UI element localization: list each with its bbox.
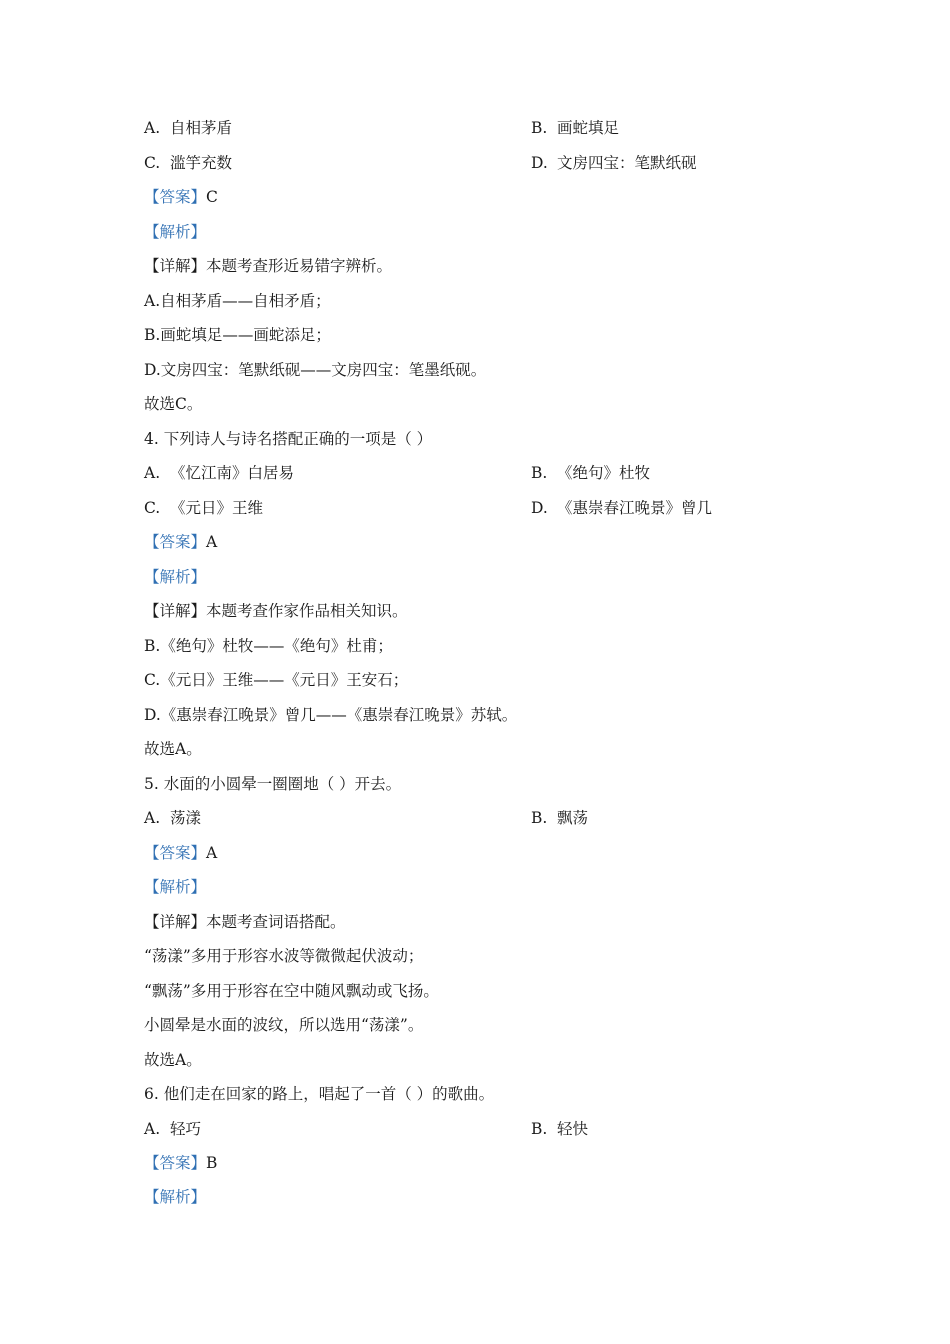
q3-detail-line-a: A.自相茅盾——自相矛盾； <box>144 292 331 310</box>
q6-question: 6. 他们走在回家的路上，唱起了一首（ ）的歌曲。 <box>144 1085 495 1103</box>
q4-option-a: A. 《忆江南》白居易 <box>144 464 295 482</box>
q3-option-c: C. 滥竽充数 <box>144 154 233 172</box>
q3-option-b: B. 画蛇填足 <box>531 119 620 137</box>
q4-question: 4. 下列诗人与诗名搭配正确的一项是（ ） <box>144 430 433 448</box>
q4-answer: 【答案】A <box>144 533 218 551</box>
q5-option-a: A. 荡漾 <box>144 809 202 827</box>
q4-detail-intro: 【详解】本题考查作家作品相关知识。 <box>144 602 408 620</box>
q5-answer: 【答案】A <box>144 844 218 862</box>
q6-analysis-heading: 【解析】 <box>144 1188 207 1206</box>
q4-detail-line-d: D.《惠崇春江晚景》曾几——《惠崇春江晚景》苏轼。 <box>144 706 518 724</box>
q3-answer: 【答案】C <box>144 188 218 206</box>
q4-detail-line-c: C.《元日》王维——《元日》王安石； <box>144 671 409 689</box>
q5-detail-line-1: “荡漾”多用于形容水波等微微起伏波动； <box>144 947 424 965</box>
q4-option-c: C. 《元日》王维 <box>144 499 264 517</box>
q5-detail-line-2: “飘荡”多用于形容在空中随风飘动或飞扬。 <box>144 982 439 1000</box>
q5-detail-intro: 【详解】本题考查词语搭配。 <box>144 913 346 931</box>
q6-options-row <box>144 1117 764 1141</box>
q4-option-b: B. 《绝句》杜牧 <box>531 464 651 482</box>
q4-options-row-1 <box>144 461 764 485</box>
q3-conclusion: 故选C。 <box>144 395 203 413</box>
q5-options-row <box>144 806 764 830</box>
q6-answer: 【答案】B <box>144 1154 218 1172</box>
q5-analysis-heading: 【解析】 <box>144 878 207 896</box>
q4-options-row-2 <box>144 496 764 520</box>
q4-conclusion: 故选A。 <box>144 740 202 758</box>
q5-option-b: B. 飘荡 <box>531 809 589 827</box>
q5-detail-line-3: 小圆晕是水面的波纹，所以选用“荡漾”。 <box>144 1016 424 1034</box>
q5-question: 5. 水面的小圆晕一圈圈地（ ）开去。 <box>144 775 402 793</box>
q6-option-b: B. 轻快 <box>531 1120 589 1138</box>
q3-analysis-heading: 【解析】 <box>144 223 207 241</box>
q3-options-row-1 <box>144 116 764 140</box>
q4-option-d: D. 《惠崇春江晚景》曾几 <box>531 499 713 517</box>
q4-detail-line-b: B.《绝句》杜牧——《绝句》杜甫； <box>144 637 393 655</box>
q6-option-a: A. 轻巧 <box>144 1120 202 1138</box>
q3-option-d: D. 文房四宝：笔默纸砚 <box>531 154 697 172</box>
q3-detail-line-b: B.画蛇填足——画蛇添足； <box>144 326 331 344</box>
q3-detail-line-d: D.文房四宝：笔默纸砚——文房四宝：笔墨纸砚。 <box>144 361 487 379</box>
q5-conclusion: 故选A。 <box>144 1051 202 1069</box>
q3-option-a: A. 自相茅盾 <box>144 119 233 137</box>
q4-analysis-heading: 【解析】 <box>144 568 207 586</box>
q3-options-row-2 <box>144 151 764 175</box>
q3-detail-intro: 【详解】本题考查形近易错字辨析。 <box>144 257 393 275</box>
